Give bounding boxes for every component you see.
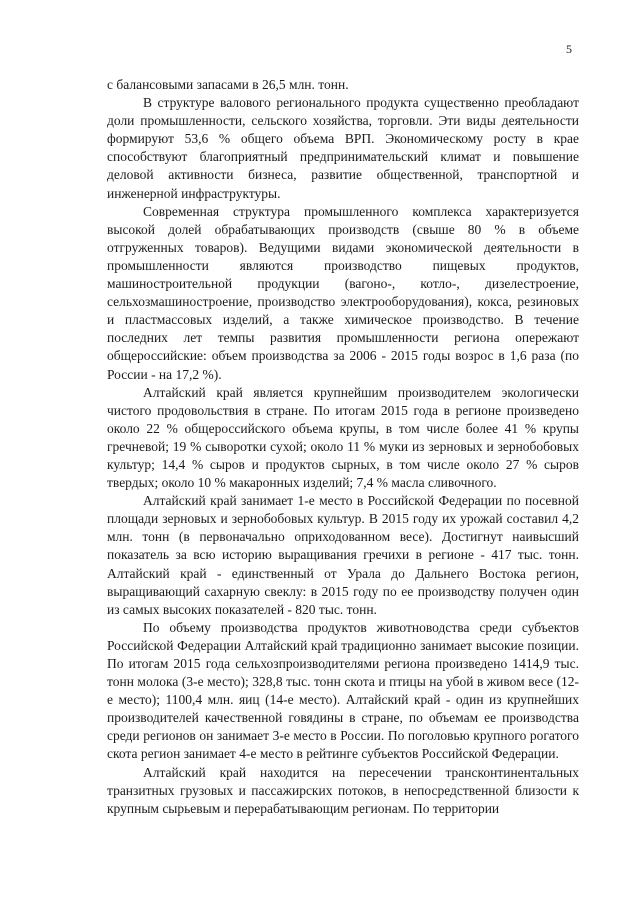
paragraph-livestock: По объему производства продуктов животноводства среди субъектов Российской Федерации Алтайский край традиционно занимает высокие позиции. По итогам 2015 года сельхозпроизводителями региона произведено 1414,9 тыс. тонн молока (3-е место); 328,8 тыс. тонн скота и птицы на убой в живом весе (12-е место); 1100,4 млн. яиц (14-е место). Алтайский край - один из крупнейших производителей качественной говядины в стране, по объемам ее производства среди регионов он занимает 3-е место в России. По поголовью крупного рогатого скота регион занимает 4-е место в рейтинге субъектов Российской Федерации. <box>107 619 579 762</box>
paragraph-food-production: Алтайский край является крупнейшим производителем экологически чистого продовольствия в стране. По итогам 2015 года в регионе произведено около 22 % общероссийского объема крупы, в том числе более 41 % крупы гречневой; 19 % сыворотки сухой; около 11 % муки из зерновых и зернобобовых культур; 14,4 % сыров и продуктов сырных, в том числе около 27 % сыров твердых; около 10 % макаронных изделий; 7,4 % масла сливочного. <box>107 384 579 491</box>
page-number: 5 <box>566 42 572 56</box>
paragraph-continuation: с балансовыми запасами в 26,5 млн. тонн. <box>107 77 349 92</box>
paragraph-grp-structure: В структуре валового регионального продукта существенно преобладают доли промышленности, сельского хозяйства, торговли. Эти виды деятельности формируют 53,6 % общего объема ВРП. Экономическому росту в крае способствуют благоприятный предпринимательский климат и повышение деловой активности бизнеса, развитие общественной, транспортной и инженерной инфраструктуры. <box>107 95 579 201</box>
paragraph-transit: Алтайский край находится на пересечении трансконтинентальных транзитных грузовых и пассажирских потоков, в непосредственной близости к крупным сырьевым и перерабатывающим регионам. По территории <box>107 764 579 816</box>
document-body <box>107 76 579 818</box>
paragraph-industry-structure: Современная структура промышленного комплекса характеризуется высокой долей обрабатывающих производств (свыше 80 % в объеме отгруженных товаров). Ведущими видами экономической деятельности в промышленности являются производство пищевых продуктов, машиностроительной продукции (вагоно-, котло-, дизелестроение, сельхозмашиностроение, производство электрооборудования), кокса, резиновых и пластмассовых изделий, а также химическое производство. В течение последних лет темпы развития промышленности региона опережают общероссийские: объем производства за 2006 - 2015 годы возрос в 1,6 раза (по России - на 17,2 %). <box>107 203 579 382</box>
paragraph-grain-crops: Алтайский край занимает 1-е место в Российской Федерации по посевной площади зерновых и зернобобовых культур. В 2015 году их урожай составил 4,2 млн. тонн (в первоначально оприходованном весе). Достигнут наивысший показатель за всю историю выращивания гречихи в регионе - 417 тыс. тонн. Алтайский край - единственный от Урала до Дальнего Востока регион, выращивающий сахарную свеклу: в 2015 году по ее производству получен один из самых высоких показателей - 820 тыс. тонн. <box>107 493 579 617</box>
